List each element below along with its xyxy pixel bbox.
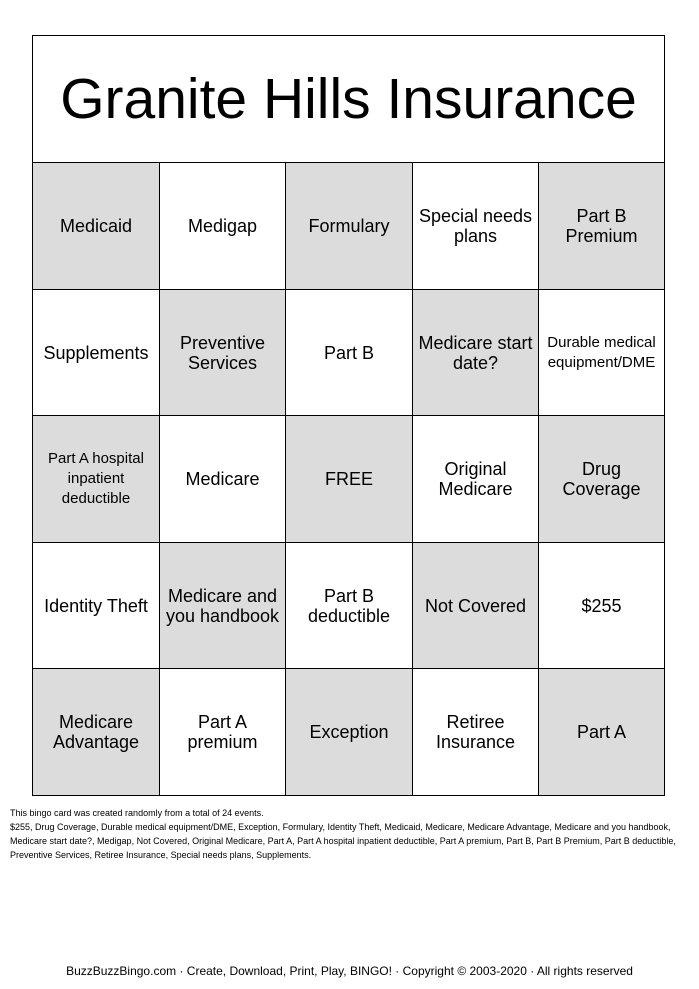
bingo-cell-label: Drug Coverage — [562, 459, 641, 499]
bingo-cell-label: Part B — [323, 342, 375, 363]
bingo-cell-label: Identity Theft — [44, 595, 148, 616]
bingo-cell-label: Medigap — [187, 216, 258, 236]
bingo-cell — [33, 543, 160, 669]
site-credits: BuzzBuzzBingo.com · Create, Download, Print, Play, BINGO! · Copyright © 2003-2020 · All rights reserved — [66, 964, 633, 978]
bingo-cell — [286, 416, 413, 543]
bingo-cell — [33, 416, 160, 543]
events-list: $255, Drug Coverage, Durable medical equipment/DME, Exception, Formulary, Identity Theft, Medicaid, Medicare, Medicare Advantage, Medicare and you handbook, Medicare start date?, Medigap, Not Covered, Original Medicare, Part A, Part A hospital inpatient deductible, Part A premium, Part B, Part B Premium, Part B deductible, Preventive Services, Retiree Insurance, Special needs plans, Supplements. — [10, 822, 676, 860]
bingo-cell-label: Medicare — [185, 469, 260, 489]
card-title: Granite Hills Insurance — [60, 67, 637, 131]
bingo-cell — [539, 669, 664, 795]
bingo-cell-label: Medicaid — [59, 216, 133, 236]
bingo-cell-label: Special needs plans — [418, 206, 533, 246]
bingo-cell-label: Exception — [309, 722, 389, 742]
bingo-cell-label: FREE — [324, 469, 373, 489]
bingo-cell — [539, 163, 664, 290]
bingo-cell-label: Part A premium — [187, 712, 258, 752]
bingo-cell-label: Part B deductible — [307, 585, 391, 626]
bingo-cell-label: Medicare Advantage — [52, 712, 140, 752]
bingo-cell-label: Durable medical equipment/DME — [547, 333, 656, 371]
card-description — [10, 806, 690, 862]
bingo-cell-label: Part B Premium — [565, 206, 638, 246]
bingo-cell — [413, 163, 539, 290]
bingo-cell-label: Part A hospital inpatient deductible — [48, 450, 144, 507]
bingo-cell-label: Supplements — [43, 342, 149, 363]
bingo-cell — [33, 290, 160, 416]
bingo-cell — [160, 416, 286, 543]
bingo-cell-label: Medicare and you handbook — [165, 585, 280, 626]
bingo-cell — [413, 416, 539, 543]
bingo-cell — [33, 163, 160, 290]
bingo-cell — [413, 543, 539, 669]
bingo-cell-label: Not Covered — [424, 595, 527, 616]
bingo-card — [32, 35, 665, 796]
bingo-cell — [286, 163, 413, 290]
bingo-cell — [160, 669, 286, 795]
bingo-cell-label: Original Medicare — [438, 459, 513, 499]
bingo-cell — [160, 163, 286, 290]
bingo-cell-label: Medicare start date? — [418, 332, 533, 373]
bingo-cell-label: Preventive Services — [179, 332, 266, 373]
card-header — [33, 36, 664, 163]
bingo-cell-label: Retiree Insurance — [435, 712, 516, 752]
bingo-cell — [160, 543, 286, 669]
bingo-cell — [286, 290, 413, 416]
bingo-cell — [413, 669, 539, 795]
events-summary: This bingo card was created randomly from a total of 24 events. — [10, 808, 264, 818]
bingo-cell — [286, 669, 413, 795]
bingo-grid — [33, 163, 664, 795]
bingo-cell-label: $255 — [581, 595, 622, 616]
bingo-cell-label: Part A — [576, 722, 627, 742]
bingo-cell — [539, 290, 664, 416]
bingo-cell — [160, 290, 286, 416]
bingo-cell-label: Formulary — [308, 216, 390, 236]
bingo-cell — [286, 543, 413, 669]
bingo-cell — [539, 543, 664, 669]
bingo-cell — [33, 669, 160, 795]
bingo-cell — [413, 290, 539, 416]
bingo-cell — [539, 416, 664, 543]
